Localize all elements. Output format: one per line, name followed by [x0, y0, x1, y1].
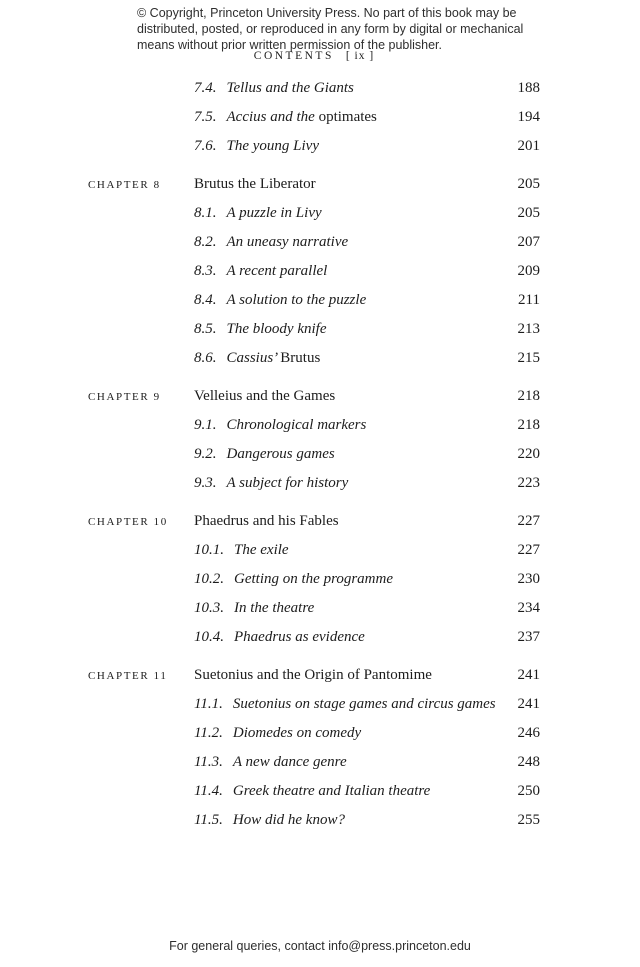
copyright-line: distributed, posted, or reproduced in any form by digital or mechanical: [137, 22, 524, 36]
section-title: [194, 199, 510, 228]
toc-section-row: [88, 719, 540, 748]
section-title-italic: Diomedes on comedy: [232, 725, 362, 741]
toc-section-row: [88, 594, 540, 623]
toc-section-row: [88, 257, 540, 286]
section-title: [194, 719, 510, 748]
toc-section-row: [88, 565, 540, 594]
section-title: [194, 777, 510, 806]
chapter-title-text: Suetonius and the Origin of Pantomime: [194, 667, 432, 683]
section-title: [194, 536, 510, 565]
chapter-title: [194, 661, 510, 690]
section-title: [194, 344, 510, 373]
toc-section-row: [88, 777, 540, 806]
toc-section-row: [88, 536, 540, 565]
section-title-italic: Suetonius on stage games and circus games: [232, 696, 496, 712]
section-title-italic: How did he know?: [232, 812, 345, 828]
section-title-italic: Cassius’: [226, 350, 281, 366]
toc-section-row: [88, 748, 540, 777]
toc-section-row: [88, 132, 540, 161]
chapter-title-text: Phaedrus and his Fables: [194, 513, 339, 529]
section-title-italic: The bloody knife: [226, 321, 327, 337]
copyright-line: © Copyright, Princeton University Press. No part of this book may be: [137, 6, 517, 20]
toc-section-row: [88, 806, 540, 835]
toc-section-row: [88, 344, 540, 373]
page-number: 211: [518, 292, 540, 308]
section-title-italic: A solution to the puzzle: [226, 292, 367, 308]
page-number: 227: [517, 513, 540, 529]
running-head: [0, 50, 628, 62]
section-number: 7.5.: [194, 109, 217, 125]
toc-section-row: [88, 228, 540, 257]
chapter-title: [194, 507, 510, 536]
section-number: 9.2.: [194, 446, 217, 462]
section-number: 10.3.: [194, 600, 224, 616]
copyright-notice: [137, 5, 527, 53]
section-title-italic: Phaedrus as evidence: [234, 629, 365, 645]
page-number: 205: [517, 205, 540, 221]
section-title-italic: The young Livy: [226, 138, 319, 154]
page-number: 234: [517, 600, 540, 616]
page-number: 213: [517, 321, 540, 337]
page-number: 237: [517, 629, 540, 645]
page-number: 201: [517, 138, 540, 154]
running-head-page-number: [ ix ]: [345, 50, 375, 62]
section-title: [194, 748, 510, 777]
section-title: [194, 690, 510, 719]
section-title: [194, 103, 510, 132]
section-title: [194, 286, 510, 315]
section-title-roman: optimates: [318, 109, 377, 125]
section-title-italic: Dangerous games: [226, 446, 335, 462]
section-title-italic: Greek theatre and Italian theatre: [232, 783, 431, 799]
section-title-italic: A new dance genre: [232, 754, 347, 770]
copyright-line: means without prior written permission of the publisher.: [137, 38, 443, 52]
section-number: 8.1.: [194, 205, 217, 221]
section-number: 8.2.: [194, 234, 217, 250]
section-title: [194, 132, 510, 161]
section-title-italic: Accius and the: [226, 109, 319, 125]
section-title: [194, 806, 510, 835]
section-title: [194, 315, 510, 344]
section-title-italic: An uneasy narrative: [226, 234, 349, 250]
section-title-italic: A subject for history: [226, 475, 349, 491]
page-number: 215: [517, 350, 540, 366]
page-number: 241: [517, 696, 540, 712]
section-number: 10.4.: [194, 629, 224, 645]
toc-section-row: [88, 440, 540, 469]
page-number: 194: [517, 109, 540, 125]
chapter-title-text: Brutus the Liberator: [194, 176, 316, 192]
toc-chapter-row: [88, 170, 540, 199]
section-number: 11.3.: [194, 754, 223, 770]
section-title-roman: Brutus: [280, 350, 321, 366]
chapter-label: CHAPTER 9: [88, 391, 161, 403]
page-number: 246: [517, 725, 540, 741]
section-number: 10.1.: [194, 542, 224, 558]
section-title-italic: Getting on the programme: [234, 571, 394, 587]
table-of-contents: [88, 74, 540, 835]
section-number: 8.3.: [194, 263, 217, 279]
page-number: 218: [517, 417, 540, 433]
toc-section-row: [88, 690, 540, 719]
section-number: 11.4.: [194, 783, 223, 799]
footer-contact: [0, 938, 640, 954]
chapter-label: CHAPTER 8: [88, 179, 161, 191]
section-title: [194, 440, 510, 469]
page-number: 223: [517, 475, 540, 491]
chapter-title-text: Velleius and the Games: [194, 388, 336, 404]
section-number: 11.2.: [194, 725, 223, 741]
toc-section-row: [88, 623, 540, 652]
page-number: 218: [517, 388, 540, 404]
page-number: 227: [517, 542, 540, 558]
section-number: 9.1.: [194, 417, 217, 433]
page-number: 255: [517, 812, 540, 828]
chapter-title: [194, 170, 510, 199]
page-number: 209: [517, 263, 540, 279]
section-number: 11.5.: [194, 812, 223, 828]
page-number: 205: [517, 176, 540, 192]
section-title-italic: Chronological markers: [226, 417, 367, 433]
chapter-label: CHAPTER 10: [88, 516, 168, 528]
section-title-italic: A recent parallel: [226, 263, 328, 279]
page-number: 241: [517, 667, 540, 683]
page-number: 220: [517, 446, 540, 462]
section-number: 8.6.: [194, 350, 217, 366]
section-title: [194, 565, 510, 594]
section-title: [194, 228, 510, 257]
section-title: [194, 469, 510, 498]
section-number: 11.1.: [194, 696, 223, 712]
section-number: 7.6.: [194, 138, 217, 154]
section-number: 8.4.: [194, 292, 217, 308]
section-number: 9.3.: [194, 475, 217, 491]
toc-chapter-row: [88, 661, 540, 690]
section-title: [194, 411, 510, 440]
section-title-italic: In the theatre: [234, 600, 315, 616]
section-title-italic: A puzzle in Livy: [226, 205, 322, 221]
page-number: 230: [517, 571, 540, 587]
section-title-italic: The exile: [234, 542, 289, 558]
toc-section-row: [88, 286, 540, 315]
toc-section-row: [88, 469, 540, 498]
section-title: [194, 74, 510, 103]
page-number: 188: [517, 80, 540, 96]
footer-contact-text: For general queries, contact info@press.princeton.edu: [169, 939, 471, 953]
section-number: 7.4.: [194, 80, 217, 96]
section-title: [194, 257, 510, 286]
toc-section-row: [88, 315, 540, 344]
toc-section-row: [88, 103, 540, 132]
page-number: 250: [517, 783, 540, 799]
page-number: 248: [517, 754, 540, 770]
toc-section-row: [88, 199, 540, 228]
section-number: 10.2.: [194, 571, 224, 587]
chapter-label: CHAPTER 11: [88, 670, 168, 682]
page-number: 207: [517, 234, 540, 250]
section-title: [194, 594, 510, 623]
section-title: [194, 623, 510, 652]
toc-section-row: [88, 74, 540, 103]
toc-chapter-row: [88, 382, 540, 411]
section-number: 8.5.: [194, 321, 217, 337]
chapter-title: [194, 382, 510, 411]
section-title-italic: Tellus and the Giants: [226, 80, 354, 96]
toc-section-row: [88, 411, 540, 440]
toc-chapter-row: [88, 507, 540, 536]
running-head-title: CONTENTS: [253, 50, 334, 62]
